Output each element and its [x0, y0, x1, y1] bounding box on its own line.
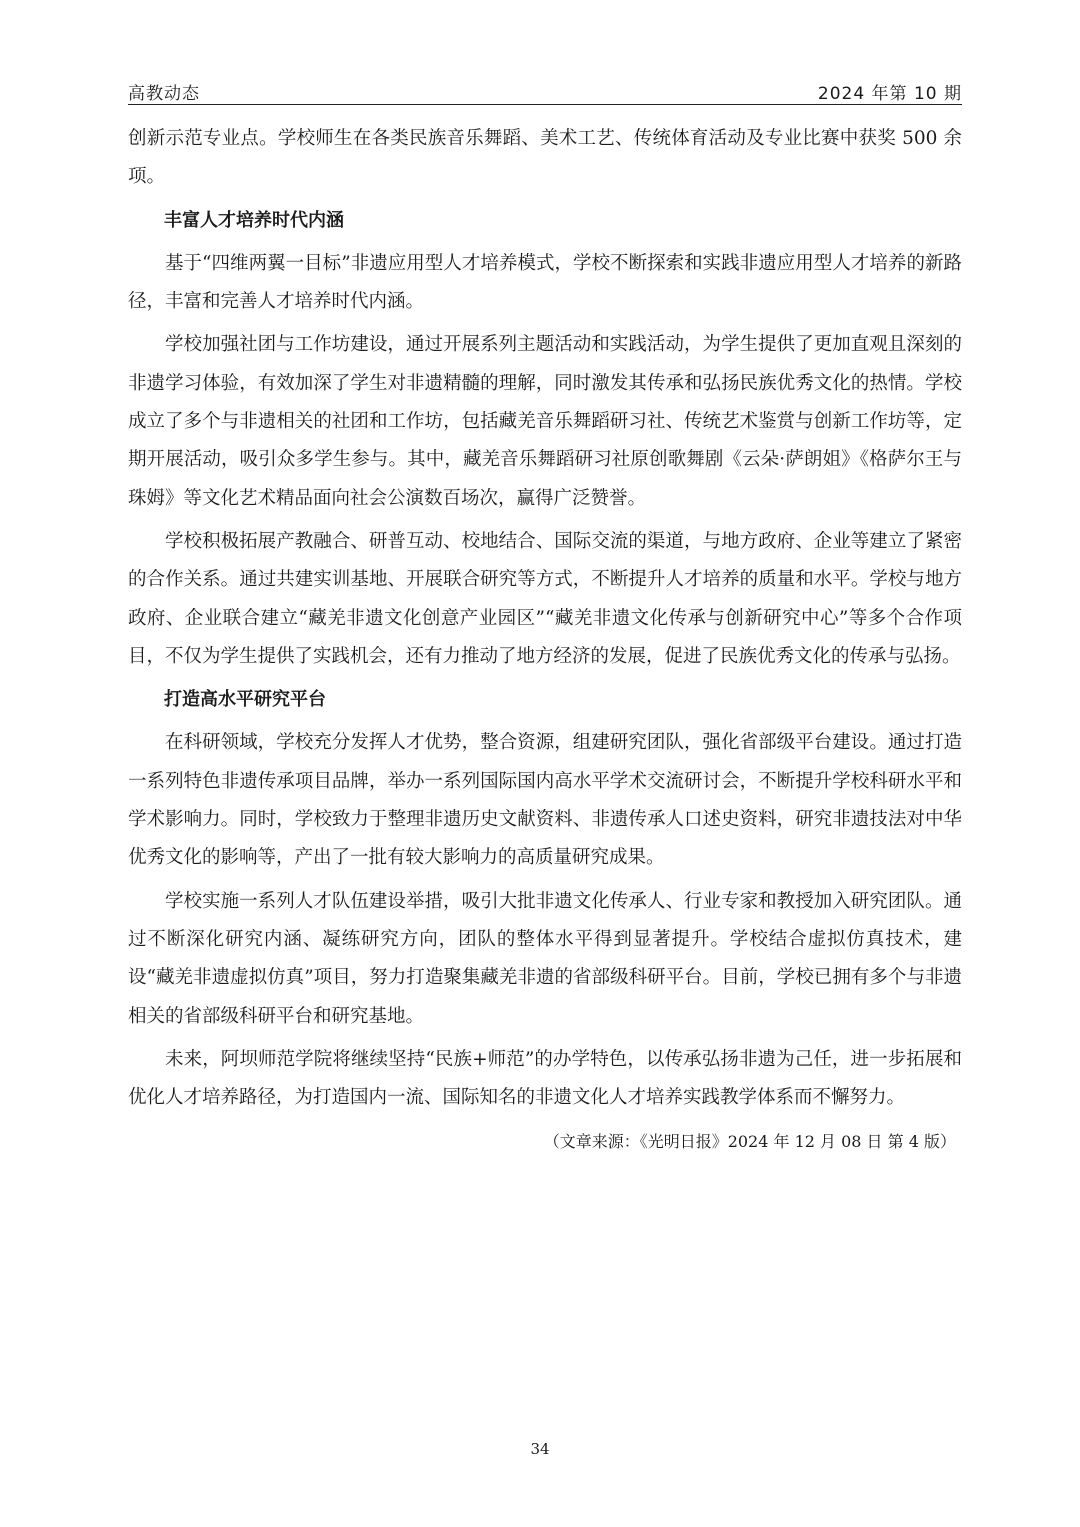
paragraph: 学校加强社团与工作坊建设，通过开展系列主题活动和实践活动，为学生提供了更加直观且深刻的非遗学习体验，有效加深了学生对非遗精髓的理解，同时激发其传承和弘扬民族优秀文化的热情。学校成立了多个与非遗相关的社团和工作坊，包括藏羌音乐舞蹈研习社、传统艺术鉴赏与创新工作坊等，定期开展活动，吸引众多学生参与。其中，藏羌音乐舞蹈研习社原创歌舞剧《云朵·萨朗姐》《格萨尔王与珠姆》等文化艺术精品面向社会公演数百场次，赢得广泛赞誉。	[128, 334, 962, 509]
page-number: 34	[530, 1440, 550, 1458]
page-header	[128, 76, 962, 105]
section-heading: 丰富人才培养时代内涵	[164, 209, 344, 231]
paragraph: 学校实施一系列人才队伍建设举措，吸引大批非遗文化传承人、行业专家和教授加入研究团队。通过不断深化研究内涵、凝练研究方向，团队的整体水平得到显著提升。学校结合虚拟仿真技术，建设“藏羌非遗虚拟仿真”项目，努力打造聚集藏羌非遗的省部级科研平台。目前，学校已拥有多个与非遗相关的省部级科研平台和研究基地。	[128, 890, 962, 1027]
article-source: （文章来源：《光明日报》2024 年 12 月 08 日 第 4 版）	[543, 1132, 956, 1152]
section-heading: 打造高水平研究平台	[164, 689, 326, 711]
paragraph: 在科研领域，学校充分发挥人才优势，整合资源，组建研究团队，强化省部级平台建设。通过打造一系列特色非遗传承项目品牌，举办一系列国际国内高水平学术交流研讨会，不断提升学校科研水平和学术影响力。同时，学校致力于整理非遗历史文献资料、非遗传承人口述史资料，研究非遗技法对中华优秀文化的影响等，产出了一批有较大影响力的高质量研究成果。	[128, 732, 962, 869]
paragraph: 学校积极拓展产教融合、研普互动、校地结合、国际交流的渠道，与地方政府、企业等建立了紧密的合作关系。通过共建实训基地、开展联合研究等方式，不断提升人才培养的质量和水平。学校与地方政府、企业联合建立“藏羌非遗文化创意产业园区”“藏羌非遗文化传承与创新研究中心”等多个合作项目，不仅为学生提供了实践机会，还有力推动了地方经济的发展，促进了民族优秀文化的传承与弘扬。	[128, 530, 962, 667]
paragraph: 基于“四维两翼一目标”非遗应用型人才培养模式，学校不断探索和实践非遗应用型人才培养的新路径，丰富和完善人才培养时代内涵。	[128, 252, 962, 313]
issue-label: 2024 年第 10 期	[817, 84, 962, 104]
paragraph: 未来，阿坝师范学院将继续坚持“民族+师范”的办学特色，以传承弘扬非遗为己任，进一步拓展和优化人才培养路径，为打造国内一流、国际知名的非遗文化人才培养实践教学体系而不懈努力。	[128, 1048, 962, 1109]
paragraph: 创新示范专业点。学校师生在各类民族音乐舞蹈、美术工艺、传统体育活动及专业比赛中获奖 500 余项。	[128, 128, 962, 188]
journal-name: 高教动态	[128, 84, 200, 104]
article-body	[128, 120, 962, 1157]
